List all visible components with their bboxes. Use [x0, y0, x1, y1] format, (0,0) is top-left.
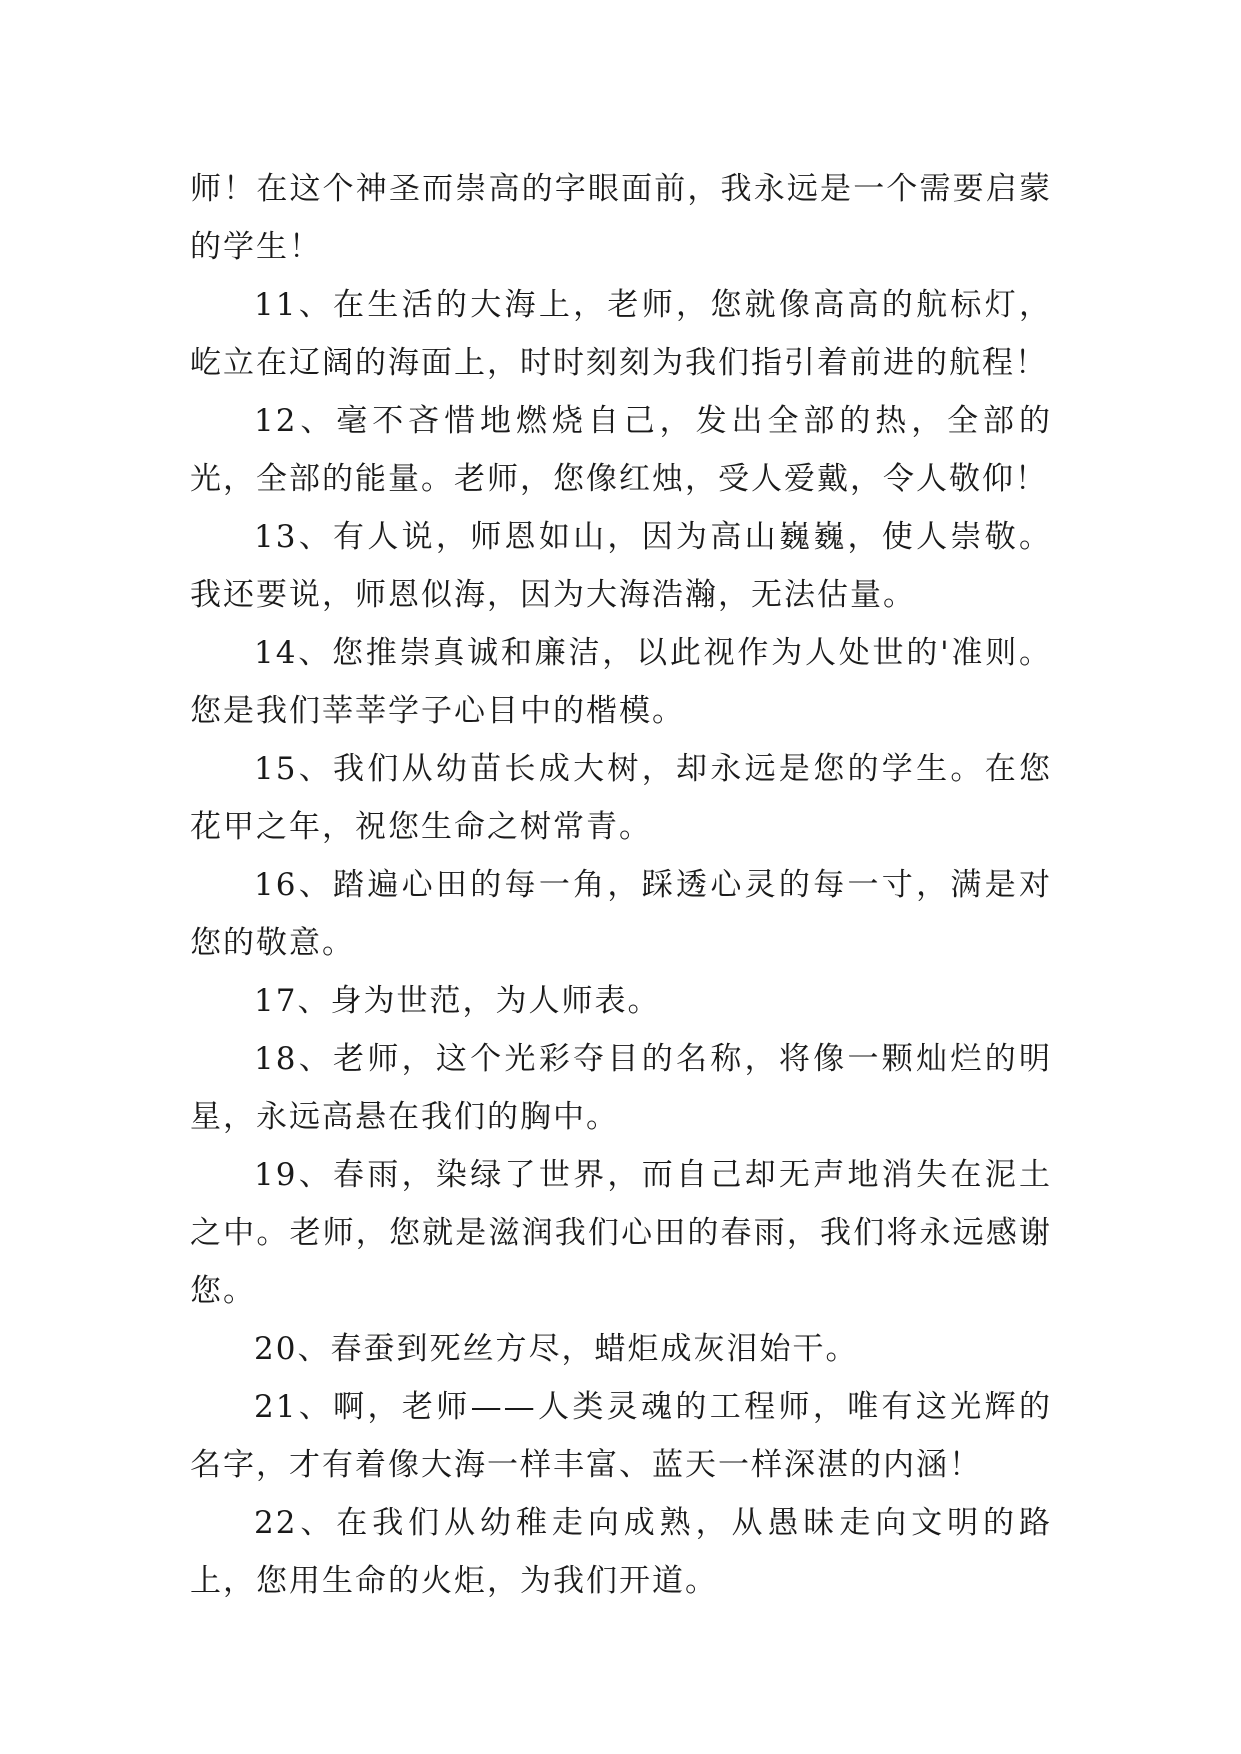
paragraph-item-15: 15、我们从幼苗长成大树，却永远是您的学生。在您花甲之年，祝您生命之树常青。	[190, 751, 1052, 845]
paragraph-item-18: 18、老师，这个光彩夺目的名称，将像一颗灿烂的明星，永远高悬在我们的胸中。	[190, 1041, 1052, 1135]
paragraph-item-12: 12、毫不吝惜地燃烧自己，发出全部的热，全部的光，全部的能量。老师，您像红烛，受人爱戴，令人敬仰！	[190, 403, 1052, 497]
paragraph-item-17: 17、身为世范，为人师表。	[254, 983, 661, 1019]
paragraph-item-21: 21、啊，老师——人类灵魂的工程师，唯有这光辉的名字，才有着像大海一样丰富、蓝天一样深湛的内涵！	[190, 1389, 1052, 1483]
paragraph-item-14: 14、您推崇真诚和廉洁，以此视作为人处世的'准则。您是我们莘莘学子心目中的楷模。	[190, 635, 1052, 729]
document-body	[190, 160, 1052, 1610]
paragraph-item-20: 20、春蚕到死丝方尽，蜡炬成灰泪始干。	[254, 1331, 859, 1367]
paragraph-continuation: 师！在这个神圣而崇高的字眼面前，我永远是一个需要启蒙的学生！	[190, 171, 1052, 265]
paragraph-item-13: 13、有人说，师恩如山，因为高山巍巍，使人崇敬。我还要说，师恩似海，因为大海浩瀚，无法估量。	[190, 519, 1052, 613]
paragraph-item-22: 22、在我们从幼稚走向成熟，从愚昧走向文明的路上，您用生命的火炬，为我们开道。	[190, 1505, 1052, 1599]
paragraph-item-19: 19、春雨，染绿了世界，而自己却无声地消失在泥土之中。老师，您就是滋润我们心田的春雨，我们将永远感谢您。	[190, 1157, 1052, 1309]
paragraph-item-16: 16、踏遍心田的每一角，踩透心灵的每一寸，满是对您的敬意。	[190, 867, 1052, 961]
paragraph-item-11: 11、在生活的大海上，老师，您就像高高的航标灯，屹立在辽阔的海面上，时时刻刻为我们指引着前进的航程！	[190, 287, 1052, 381]
